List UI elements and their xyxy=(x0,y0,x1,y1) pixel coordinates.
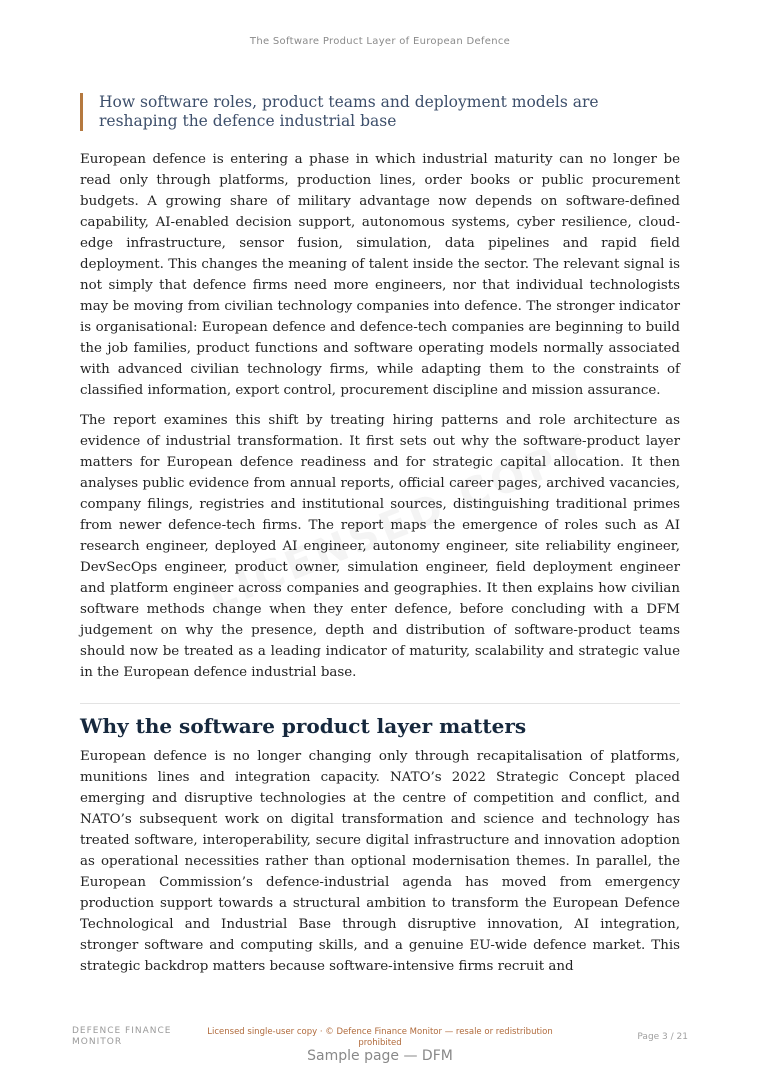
license-notice: Licensed single-user copy · © Defence Finance Monitor — resale or redistribution prohibited xyxy=(207,1027,553,1048)
section-divider xyxy=(80,703,680,704)
page-content xyxy=(80,93,680,986)
section-paragraph: European defence is no longer changing only through recapitalisation of platforms, munitions lines and integration capacity. NATO’s 2022 Strategic Concept placed emerging and disruptive technologies at the centre of competition and conflict, and NATO’s subsequent work on digital transformation and science and technology has treated software, interoperability, secure digital infrastructure and innovation adoption as operational necessities rather than optional modernisation themes. In parallel, the European Commission’s defence-industrial agenda has moved from emergency production support towards a structural ambition to transform the European Defence Technological and Industrial Base through disruptive innovation, AI integration, stronger software and computing skills, and a genuine EU-wide defence market. This strategic backdrop matters because software-intensive firms recruit and xyxy=(80,749,680,974)
body-paragraph: The report examines this shift by treating hiring patterns and role architecture as evidence of industrial transformation. It first sets out why the software-product layer matters for European defence readiness and for strategic capital allocation. It then analyses public evidence from annual reports, official career pages, archived vacancies, company filings, registries and institutional sources, distinguishing traditional primes from newer defence-tech firms. The report maps the emergence of roles such as AI research engineer, deployed AI engineer, autonomy engineer, site reliability engineer, DevSecOps engineer, product owner, simulation engineer, field deployment engineer and platform engineer across companies and geographies. It then explains how civilian software methods change when they enter defence, before concluding with a DFM judgement on why the presence, depth and distribution of software-product teams should now be treated as a leading indicator of maturity, scalability and strategic value in the European defence industrial base. xyxy=(80,413,680,680)
section-heading: Why the software product layer matters xyxy=(80,714,527,738)
sample-page-label: Sample page — DFM xyxy=(307,1048,453,1064)
page-number: Page 3 / 21 xyxy=(637,1032,688,1042)
body-paragraph: European defence is entering a phase in which industrial maturity can no longer be read only through platforms, production lines, order books or public procurement budgets. A growing share of military advantage now depends on software-defined capability, AI-enabled decision support, autonomous systems, cyber resilience, cloud-edge infrastructure, sensor fusion, simulation, data pipelines and rapid field deployment. This changes the meaning of talent inside the sector. The relevant signal is not simply that defence firms need more engineers, nor that individual technologists may be moving from civilian technology companies into defence. The stronger indicator is organisational: European defence and defence-tech companies are beginning to build the job families, product functions and software operating models normally associated with advanced civilian technology firms, while adapting them to the constraints of classified information, export control, procurement discipline and mission assurance. xyxy=(80,152,680,398)
standfirst: How software roles, product teams and deployment models are reshaping the defence industrial base xyxy=(80,93,680,131)
running-header: The Software Product Layer of European Defence xyxy=(249,36,511,47)
footer-brand: DEFENCE FINANCE MONITOR xyxy=(72,1026,172,1047)
